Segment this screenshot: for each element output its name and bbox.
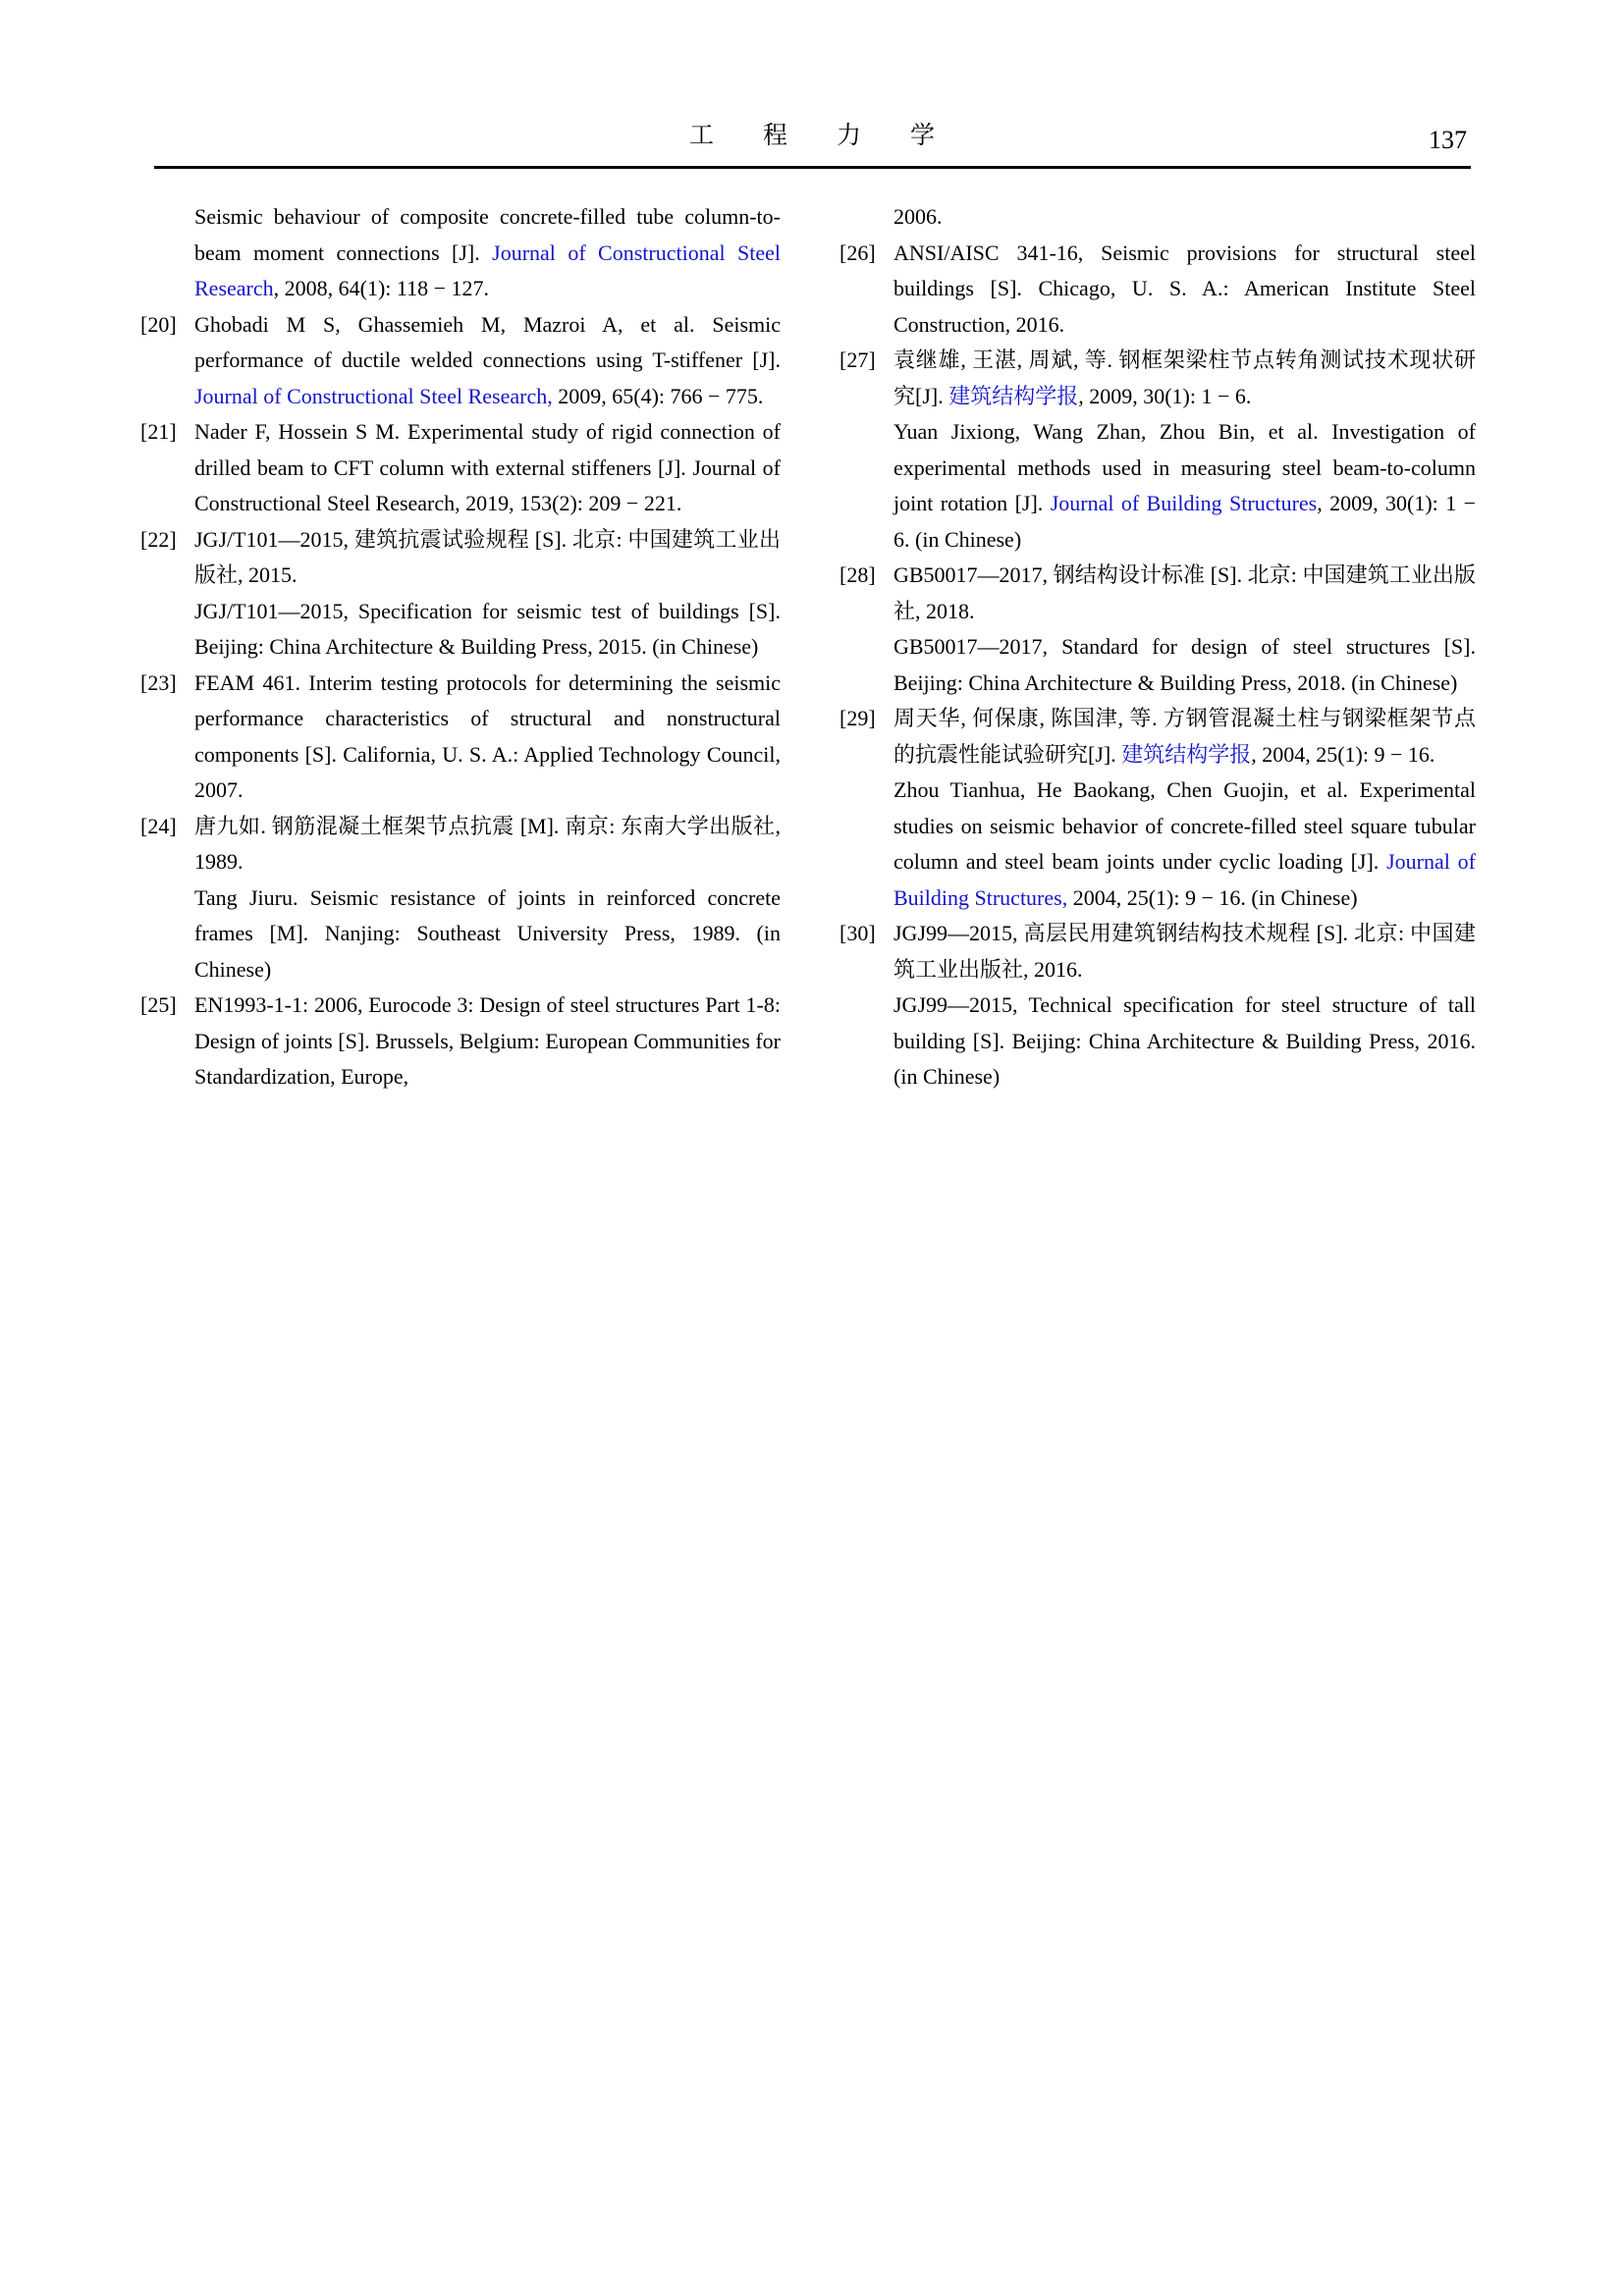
text-segment: 2006. — [893, 204, 943, 229]
text-segment: Seismic behaviour of composite concrete-filled tube column-to-beam moment connections [J]. — [194, 204, 781, 265]
reference-item — [839, 199, 1476, 236]
reference-item — [140, 809, 781, 988]
reference-paragraph — [893, 701, 1476, 773]
text-segment: EN1993-1-1: 2006, Eurocode 3: Design of steel structures Part 1-8: Design of joints [S]. Brussels, Belgium: European Communities for Standardization, Europe, — [194, 992, 781, 1089]
reference-paragraph — [893, 629, 1476, 701]
text-segment: FEAM 461. Interim testing protocols for determining the seismic performance characteristics of structural and nonstructural components [S]. California, U. S. A.: Applied Technology Council, 2007. — [194, 669, 781, 802]
reference-item — [839, 916, 1476, 1095]
journal-link[interactable]: Journal of Building Structures — [1050, 491, 1318, 515]
reference-paragraph — [194, 307, 781, 415]
reference-item — [140, 199, 781, 307]
text-segment: 唐九如. 钢筋混凝土框架节点抗震 [M]. 南京: 东南大学出版社, 1989. — [194, 813, 781, 874]
reference-label: [25] — [140, 992, 177, 1017]
reference-paragraph — [194, 666, 781, 809]
reference-item — [839, 343, 1476, 558]
text-segment: , 2004, 25(1): 9 − 16. — [1251, 741, 1435, 767]
text-segment: Nader F, Hossein S M. Experimental study of rigid connection of drilled beam to CFT column with external stiffeners [J]. Journal of Constructional Steel Research, 2019, 153(2): 209 − 221. — [194, 419, 781, 515]
journal-link[interactable]: Journal of Constructional Steel Research, — [194, 383, 553, 408]
text-segment: 周天华, 何保康, 陈国津, 等. 方钢管混凝土柱与钢梁框架节点的抗震性能试验研究[J]. — [893, 706, 1476, 767]
reference-paragraph — [893, 558, 1476, 629]
reference-paragraph — [893, 414, 1476, 558]
text-segment: JGJ99—2015, 高层民用建筑钢结构技术规程 [S]. 北京: 中国建筑工业出版社, 2016. — [893, 921, 1476, 982]
text-segment: JGJ/T101—2015, Specification for seismic test of buildings [S]. Beijing: China Architecture & Building Press, 2015. (in Chinese) — [194, 598, 781, 659]
reference-label: [27] — [839, 347, 876, 372]
reference-paragraph — [194, 594, 781, 666]
text-segment: 袁继雄, 王湛, 周斌, 等. 钢框架梁柱节点转角测试技术现状研究[J]. — [893, 347, 1476, 408]
reference-label: [29] — [839, 706, 876, 730]
reference-label: [24] — [140, 813, 177, 838]
reference-paragraph — [893, 916, 1476, 988]
journal-link[interactable]: 建筑结构学报 — [948, 383, 1079, 408]
header-rule — [154, 166, 1471, 169]
references-column-right — [839, 199, 1476, 1095]
journal-link[interactable]: Journal of Building Structures, — [893, 849, 1476, 910]
text-segment: ANSI/AISC 341-16, Seismic provisions for structural steel buildings [S]. Chicago, U. S. A.: American Institute Steel Construction, 2016. — [893, 240, 1476, 337]
reference-item — [839, 558, 1476, 701]
reference-item — [140, 522, 781, 666]
reference-label: [22] — [140, 526, 177, 552]
journal-link[interactable]: 建筑结构学报 — [1121, 741, 1252, 767]
reference-item — [839, 236, 1476, 344]
reference-label: [30] — [839, 921, 876, 945]
text-segment: JGJ/T101—2015, 建筑抗震试验规程 [S]. 北京: 中国建筑工业出版社, 2015. — [194, 526, 781, 587]
reference-paragraph — [194, 809, 781, 881]
text-segment: , 2008, 64(1): 118 − 127. — [273, 276, 489, 300]
reference-paragraph — [893, 343, 1476, 414]
journal-title-text: 工程力学 — [688, 123, 984, 149]
text-segment: Tang Jiuru. Seismic resistance of joints in reinforced concrete frames [M]. Nanjing: Southeast University Press, 1989. (in Chinese) — [194, 884, 781, 982]
text-segment: Zhou Tianhua, He Baokang, Chen Guojin, et al. Experimental studies on seismic behavior of concrete-filled steel square tubular column and steel beam joints under cyclic loading [J]. — [893, 777, 1476, 874]
text-segment: Ghobadi M S, Ghassemieh M, Mazroi A, et al. Seismic performance of ductile welded connections using T-stiffener [J]. — [194, 311, 781, 372]
text-segment: GB50017—2017, Standard for design of steel structures [S]. Beijing: China Architecture & Building Press, 2018. (in Chinese) — [893, 634, 1476, 695]
reference-paragraph — [893, 988, 1476, 1095]
reference-paragraph — [194, 522, 781, 594]
reference-item — [140, 988, 781, 1095]
text-segment: , 2009, 30(1): 1 − 6. (in Chinese) — [893, 491, 1477, 552]
journal-link[interactable]: Journal of Constructional Steel Research — [194, 240, 781, 300]
page-number: 137 — [1429, 126, 1467, 154]
reference-paragraph — [893, 773, 1476, 916]
reference-paragraph — [194, 414, 781, 522]
reference-label: [28] — [839, 562, 876, 587]
text-segment: Yuan Jixiong, Wang Zhan, Zhou Bin, et al. Investigation of experimental methods used in measuring steel beam-to-column joint rotation [J]. — [893, 419, 1476, 515]
text-segment: JGJ99—2015, Technical specification for steel structure of tall building [S]. Beijing: China Architecture & Building Press, 2016. (in Chinese) — [893, 992, 1476, 1089]
reference-item — [839, 701, 1476, 916]
text-segment: 2004, 25(1): 9 − 16. (in Chinese) — [1067, 884, 1358, 910]
reference-item — [140, 414, 781, 522]
reference-paragraph — [893, 199, 1476, 236]
reference-paragraph — [194, 199, 781, 307]
text-segment: , 2009, 30(1): 1 − 6. — [1078, 383, 1252, 408]
reference-item — [140, 666, 781, 809]
reference-paragraph — [194, 988, 781, 1095]
text-segment: GB50017—2017, 钢结构设计标准 [S]. 北京: 中国建筑工业出版社, 2018. — [893, 562, 1476, 623]
reference-paragraph — [893, 236, 1476, 344]
reference-label: [26] — [839, 240, 876, 265]
reference-label: [20] — [140, 311, 177, 337]
references-column-left — [140, 199, 781, 1095]
reference-item — [140, 307, 781, 415]
reference-label: [23] — [140, 669, 177, 695]
reference-paragraph — [194, 881, 781, 988]
journal-title — [0, 120, 1624, 153]
text-segment: 2009, 65(4): 766 − 775. — [552, 383, 764, 408]
reference-label: [21] — [140, 419, 177, 444]
